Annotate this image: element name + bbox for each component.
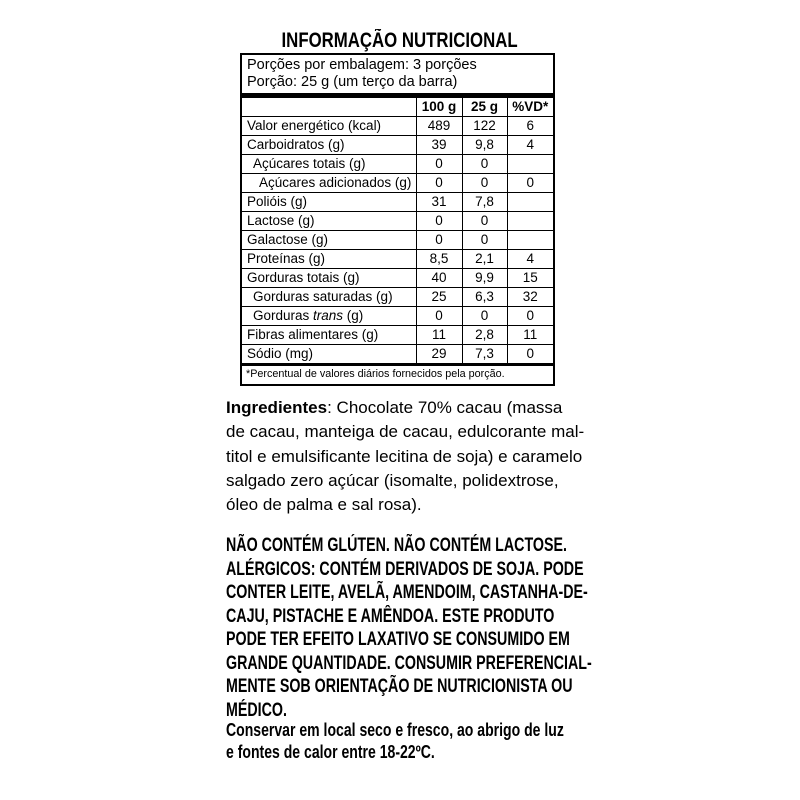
page-title-text: INFORMAÇÃO NUTRICIONAL xyxy=(281,29,519,52)
col-header-vd: %VD* xyxy=(507,98,553,117)
ingredients-line: óleo de palma e sal rosa). xyxy=(226,495,422,515)
nutrient-label: Açúcares adicionados (g) xyxy=(242,174,416,193)
nutrient-row xyxy=(242,174,553,193)
allergen-line: MÉDICO. xyxy=(226,699,287,721)
storage-line: Conservar em local seco e fresco, ao abrigo de luz xyxy=(226,720,564,740)
value-25g: 2,8 xyxy=(462,326,507,345)
value-25g: 6,3 xyxy=(462,288,507,307)
value-100g: 31 xyxy=(416,193,462,212)
col-header-empty xyxy=(242,98,416,117)
col-header-25g: 25 g xyxy=(462,98,507,117)
nutrient-row xyxy=(242,117,553,136)
nutrient-row xyxy=(242,231,553,250)
nutrient-label: Lactose (g) xyxy=(242,212,416,231)
value-100g: 0 xyxy=(416,155,462,174)
value-25g: 9,9 xyxy=(462,269,507,288)
nutrient-row xyxy=(242,136,553,155)
value-vd: 6 xyxy=(507,117,553,136)
value-100g: 0 xyxy=(416,307,462,326)
value-vd: 0 xyxy=(507,307,553,326)
value-100g: 8,5 xyxy=(416,250,462,269)
nutrition-table xyxy=(242,98,553,363)
value-100g: 489 xyxy=(416,117,462,136)
allergen-lines xyxy=(226,534,714,722)
value-vd: 15 xyxy=(507,269,553,288)
value-100g: 11 xyxy=(416,326,462,345)
value-vd: 4 xyxy=(507,136,553,155)
nutrient-label: Carboidratos (g) xyxy=(242,136,416,155)
value-25g: 0 xyxy=(462,212,507,231)
nutrient-row xyxy=(242,155,553,174)
nutrient-row xyxy=(242,288,553,307)
allergen-line: MENTE SOB ORIENTAÇÃO DE NUTRICIONISTA OU xyxy=(226,676,573,697)
nutrient-label: Gorduras totais (g) xyxy=(242,269,416,288)
value-25g: 0 xyxy=(462,174,507,193)
allergen-line: ALÉRGICOS: CONTÉM DERIVADOS DE SOJA. PODE xyxy=(226,558,584,580)
allergen-line: PODE TER EFEITO LAXATIVO SE CONSUMIDO EM xyxy=(226,629,570,650)
value-vd xyxy=(507,193,553,212)
nutrient-label: Gorduras trans (g) xyxy=(242,307,416,326)
allergen-line: CONTER LEITE, AVELÃ, AMENDOIM, CASTANHA-DE- xyxy=(226,582,588,603)
value-25g: 0 xyxy=(462,307,507,326)
nutrient-row xyxy=(242,269,553,288)
ingredients-paragraph xyxy=(226,396,584,517)
storage-paragraph xyxy=(226,719,659,763)
ingredients-line xyxy=(226,396,584,420)
value-vd xyxy=(507,212,553,231)
nutrient-label: Proteínas (g) xyxy=(242,250,416,269)
value-vd xyxy=(507,231,553,250)
value-25g: 2,1 xyxy=(462,250,507,269)
ingredients-line: salgado zero açúcar (isomalte, polidextrose, xyxy=(226,470,559,490)
allergen-line: CAJU, PISTACHE E AMÊNDOA. ESTE PRODUTO xyxy=(226,605,555,627)
allergen-line: GRANDE QUANTIDADE. CONSUMIR PREFERENCIAL- xyxy=(226,652,592,674)
value-100g: 0 xyxy=(416,212,462,231)
nutrient-row xyxy=(242,326,553,345)
value-100g: 25 xyxy=(416,288,462,307)
serving-info xyxy=(242,55,553,93)
value-25g: 0 xyxy=(462,155,507,174)
nutrient-label: Sódio (mg) xyxy=(247,346,314,361)
nutrient-label: Polióis (g) xyxy=(242,193,416,212)
nutrient-row xyxy=(242,250,553,269)
value-25g: 9,8 xyxy=(462,136,507,155)
nutrient-label: Galactose (g) xyxy=(242,231,416,250)
value-vd: 0 xyxy=(507,345,553,364)
value-vd: 32 xyxy=(507,288,553,307)
nutrition-facts-box xyxy=(240,53,555,386)
value-100g: 29 xyxy=(416,345,462,364)
storage-line: e fontes de calor entre 18-22ºC. xyxy=(226,742,435,762)
nutrient-row xyxy=(242,193,553,212)
table-header-row xyxy=(242,98,553,117)
allergen-line: NÃO CONTÉM GLÚTEN. NÃO CONTÉM LACTOSE. xyxy=(226,535,567,556)
nutrition-table-body xyxy=(242,117,553,364)
nutrient-label: Gorduras saturadas (g) xyxy=(242,288,416,307)
value-vd: 4 xyxy=(507,250,553,269)
storage-lines xyxy=(226,719,659,763)
ingredients-line: titol e emulsificante lecitina de soja) e caramelo xyxy=(226,446,583,466)
ingredients-lines xyxy=(226,420,584,517)
ingredients-line: de cacau, manteiga de cacau, edulcorante mal- xyxy=(226,422,585,442)
footnote: *Percentual de valores diários fornecidos pela porção. xyxy=(246,367,505,380)
ingredients-label: Ingredientes xyxy=(226,398,328,417)
nutrient-row xyxy=(242,345,553,364)
value-25g: 7,8 xyxy=(462,193,507,212)
page-title xyxy=(0,29,800,53)
value-vd xyxy=(507,155,553,174)
nutrient-label: Valor energético (kcal) xyxy=(242,117,416,136)
allergen-paragraph xyxy=(226,534,714,722)
value-25g: 0 xyxy=(462,231,507,250)
value-vd: 11 xyxy=(507,326,553,345)
value-100g: 40 xyxy=(416,269,462,288)
col-header-100g: 100 g xyxy=(416,98,462,117)
serving-size: Porção: 25 g (um terço da barra) xyxy=(247,74,458,90)
ingredients-text: : Chocolate 70% cacau (massa xyxy=(327,398,563,417)
nutrient-label: Fibras alimentares (g) xyxy=(242,326,416,345)
nutrient-label: Açúcares totais (g) xyxy=(242,155,416,174)
value-100g: 0 xyxy=(416,174,462,193)
value-25g: 122 xyxy=(462,117,507,136)
value-25g: 7,3 xyxy=(462,345,507,364)
nutrient-row xyxy=(242,212,553,231)
value-100g: 0 xyxy=(416,231,462,250)
value-vd: 0 xyxy=(507,174,553,193)
nutrient-row xyxy=(242,307,553,326)
value-100g: 39 xyxy=(416,136,462,155)
servings-per-package: Porções por embalagem: 3 porções xyxy=(247,57,477,73)
